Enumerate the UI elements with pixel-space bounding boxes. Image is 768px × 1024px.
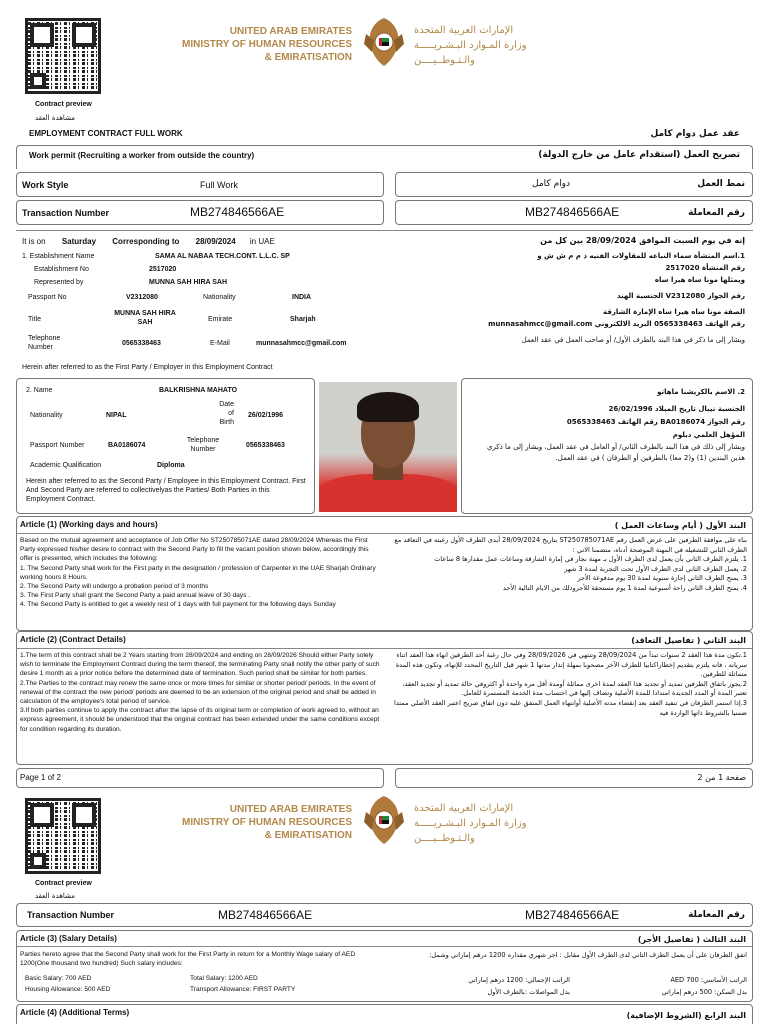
ministry-line-ar: وزارة المـوارد البـشـريـــــة (414, 818, 527, 829)
ministry-line-ar: والـتـوطــيــــن (414, 55, 475, 66)
article1-body (20, 536, 382, 610)
article3-title-ar: البند الثالث ( تفاصيل الأجر) (637, 935, 746, 944)
establishment-no-label: Establishment No (34, 266, 89, 273)
basic-salary: Basic Salary: 700 AED (25, 975, 92, 982)
transaction-label-ar: رقم المعاملة (688, 208, 745, 218)
ministry-name-ar (414, 801, 580, 846)
ministry-line-ar: الإمارات العربية المتحدة (414, 25, 514, 36)
party2-qualification-label: Academic Qualification (30, 462, 102, 469)
transport-allowance: Transport Allowance: FIRST PARTY (190, 986, 296, 993)
ministry-line: UNITED ARAB EMIRATES (229, 26, 352, 37)
qr-caption: Contract preview (35, 101, 92, 108)
party2-ar-line: المؤهل العلمي دبلوم (672, 431, 745, 439)
article2-body (20, 651, 382, 734)
divider (16, 533, 753, 534)
party2-passport: BA0186074 (108, 442, 146, 449)
party2-ar-line: الجنسية نيبال تاريخ الميلاد 26/02/1996 (608, 405, 745, 413)
party1-footer: Herein after referred to as the First Party / Employer in this Employment Contract (22, 364, 273, 371)
uae-emblem-logo (362, 792, 406, 848)
qr-finder (30, 853, 46, 869)
total-salary-ar: الراتب الإجمالي: 1200 درهم إماراتي (468, 976, 570, 984)
qr-caption-ar: مشاهدة العقد (34, 892, 76, 900)
establishment-name-label: 1. Establishment Name (22, 253, 95, 260)
telephone: 0565338463 (122, 340, 161, 347)
ministry-name-en (180, 25, 352, 64)
document-title: EMPLOYMENT CONTRACT FULL WORK (29, 129, 183, 138)
party1-details (22, 252, 382, 372)
total-salary: Total Salary: 1200 AED (190, 975, 258, 982)
divider (16, 230, 753, 231)
article2-paragraph: 1.The term of this contract shall be 2 Years starting from 28/09/2024 and ending on 28/09/2026 Should either Party solely wish to terminate the Employment Contract during the term thereof, the terminating Party shall notify the other party of such desire 1 month as a prior notice before the determined date of termination. Such period shall be similar for both parties. (20, 652, 380, 678)
intro-day: Saturday (61, 237, 97, 246)
party2-dob-label: Date of Birth (219, 401, 234, 426)
basic-salary-ar: الراتب الأساسي: 700 AED (670, 976, 747, 984)
party2-dob: 26/02/1996 (248, 412, 284, 419)
ministry-line: MINISTRY OF HUMAN RESOURCES (181, 817, 352, 828)
article1-title-ar: البند الأول ( أيام وساعات العمل ) (614, 521, 746, 530)
ministry-line: & EMIRATISATION (264, 830, 352, 841)
transaction-number: MB274846566AE (190, 205, 285, 219)
article1-body-ar (390, 536, 747, 594)
article4-title: Article (4) (Additional Terms) (20, 1008, 130, 1017)
party2-qualification: Diploma (157, 462, 185, 469)
ministry-line-ar: وزارة المـوارد البـشـريـــــة (414, 40, 527, 51)
article2-paragraph: 3.If both parties continue to apply the contract after the lapse of its original term or completion of work agreed to, without an express agreement, it should be understood that the original contract has been extended under the same conditions except for condition regarding its duration. (20, 707, 380, 733)
article2-paragraph: 2.The Parties to the contract may renew the same once or more times for similar or shorter period/ periods. In the event of renewal of the contract the new period/ periods are deemed to be an extension of the original period and shall be added in calculation of the employee's total period of service. (20, 679, 376, 706)
title: MUNNA SAH HIRA SAH (114, 310, 176, 326)
article3-body: Parties hereto agree that the Second Party shall work for the First Party in return for a Monthly Wage salary of AED 1200(One thousand two hundred) Such salary includes: (20, 951, 356, 968)
intro-line-ar: إنه في يوم السبت الموافق 28/09/2024 بين كل من (540, 236, 745, 245)
transport-allowance-ar: بدل المواصلات :بالطرف الأول (487, 988, 570, 996)
article3-body-ar: اتفق الطرفان على أن يعمل الطرف الثاني لدى الطرف الأول مقابل : اجر شهري مقداره 1200 درهم إماراتي وشمل: (429, 951, 747, 959)
article1-paragraph: 4. The Second Party is entitled to get a weekly rest of 1 days with full payment for the following days Sunday (20, 601, 336, 609)
intro-line (22, 237, 382, 247)
party1-ar-line: رقم الهاتف 0565338463 البريد الالكتروني munnasahmcc@gmail.com (488, 320, 745, 328)
housing-allowance: Housing Allowance: 500 AED (25, 986, 111, 993)
work-style-label-ar: نمط العمل (697, 179, 745, 189)
transaction-number-ar-side: MB274846566AE (525, 908, 620, 922)
party1-ar-line: رقم المنشأة 2517020 (665, 264, 745, 272)
establishment-no: 2517020 (149, 266, 177, 273)
party1-ar-line: ويمثلها مونا ساه هيرا ساه (654, 276, 745, 284)
party1-ar-line: رقم الجواز V2312080 الجنسية الهند (617, 292, 745, 300)
nationality: INDIA (292, 294, 312, 301)
divider (16, 946, 753, 947)
transaction-label-ar: رقم المعاملة (688, 910, 745, 920)
article4-title-ar: البند الرابع (الشروط الإضافية) (626, 1011, 746, 1020)
party2-telephone-label: Telephone Number (186, 437, 220, 453)
article2-title: Article (2) (Contract Details) (20, 635, 126, 644)
permit-title-ar: تصريح العمل (استقدام عامل من خارج الدولة) (538, 150, 740, 160)
party2-details-ar (475, 386, 745, 464)
work-style-value: Full Work (200, 180, 238, 190)
document-title-ar: عقد عمل دوام كامل (650, 129, 740, 139)
page-footer-left (16, 768, 384, 788)
article1-paragraph: Based on the mutual agreement and acceptance of Job Offer No ST250785071AE dated 28/09/2024 Whereas the First Party expressed his/her desire to contract with the Second Party to fill the vacant position shown below, accordingly this offer is presented, which includes the following: (20, 537, 369, 563)
qr-finder (30, 73, 46, 89)
intro-corresponding: Corresponding to (112, 237, 180, 246)
permit-title: Work permit (Recruiting a worker from outside the country) (29, 151, 255, 160)
article1-paragraph: 1. The Second Party shall work for the First party in the designation / profession of Carpenter in the UAE Sharjah Ordinary working hours 8 Hours. (20, 564, 376, 581)
transaction-label: Transaction Number (22, 208, 110, 218)
housing-allowance-ar: بدل السكن: 500 درهم إماراتي (661, 988, 747, 996)
article2-body-ar (390, 651, 747, 718)
ministry-line: MINISTRY OF HUMAN RESOURCES (181, 39, 352, 50)
article1-title: Article (1) (Working days and hours) (20, 520, 158, 529)
intro-date: 28/09/2024 (195, 237, 236, 246)
article1-paragraph-ar: 3. يمنح الطرف الثاني إجازة سنوية لمدة 30 يوم مدفوعة الأجر (577, 574, 747, 583)
party2-ar-line: رقم الجواز BA0186074 رقم الهاتف 0565338463 (566, 418, 745, 426)
ministry-line: & EMIRATISATION (264, 52, 352, 63)
party2-passport-label: Passport Number (30, 442, 85, 449)
represented-by: MUNNA SAH HIRA SAH (149, 279, 228, 286)
nationality-label: Nationality (203, 294, 236, 301)
qr-code[interactable] (25, 798, 101, 874)
intro-uae: in UAE (249, 237, 275, 246)
article2-paragraph-ar: 3.إذا استمر الطرفان في تنفيذ العقد بعد إنقضاء مدته الأصلية أوانتهاء العمل المتفق عليه دون اتفاق صريح اعتبر العقد الأصلي ممتدا ضمنيا بالشروط ذاتها الواردة فيه (393, 698, 747, 717)
article1-paragraph-ar: 2. يعمل الطرف الثاني لدى الطرف الأول تحت التجربة لمدة 3 شهر (564, 564, 747, 573)
page-number-ar: صفحة 1 من 2 (697, 773, 746, 782)
article2-paragraph-ar: 1.تكون مدة هذا العقد 2 سنوات تبدأ من 28/09/2024 وتنتهي في 28/09/2026 وفي حال رغبة أحد الطرفين انهاء هذا العقد اثناء سريانه ، فانه يلتزم بتقديم إخطاراكتابيا للطرف الآخر مصحوبا بمهلة إنذار مدتها 1 شهر قبل التاريخ المحدد للإنهاء، وتكون هذه المدة متماثلة للطرفين. (395, 651, 747, 679)
ministry-line-ar: والـتـوطــيــــن (414, 833, 475, 844)
work-style-label: Work Style (22, 180, 69, 190)
party2-name: BALKRISHNA MAHATO (159, 387, 238, 394)
article2-title-ar: البند الثاني ( تفاصيل التعاقد) (631, 636, 746, 645)
party2-name-label: 2. Name (26, 387, 53, 394)
party1-ar-line: ويشار إلى ما ذكر في هذا البند بالطرف الأول/ أو صاحب العمل في عقد العمل (521, 336, 745, 344)
article1-paragraph-ar: بناء على موافقة الطرفين على عرض العمل رقم ST250785071AE بتاريخ 28/09/2024 أبدى الطرف الأول رغبته في التعاقد مع الطرف الثاني للتشغيله في المهنة الموضحة أدناه، متضمنا الاتي : (394, 536, 747, 554)
employee-photo (319, 382, 457, 512)
work-style-value-ar: دوام كامل (532, 179, 570, 189)
establishment-name: SAMA AL NABAA TECH.CONT. L.L.C. SP (155, 253, 290, 260)
passport-no: V2312080 (126, 294, 158, 301)
email-label: E-Mail (210, 340, 230, 347)
transaction-label: Transaction Number (27, 910, 115, 920)
photo-hair (357, 392, 419, 422)
party1-ar-line: 1.اسم المنشأة سماء النباعه للمقاولات الفنيه ذ م م ش ش و (537, 252, 745, 260)
ministry-name-ar (414, 23, 580, 68)
qr-code[interactable] (25, 18, 101, 94)
article3-title: Article (3) (Salary Details) (20, 934, 117, 943)
article2-paragraph-ar: 2.يجوز باتفاق الطرفين تمديد أو تجديد هذا العقد لمدة اخرى مماثلة أومدة أقل مره واحدة أو اكثروفي حالة تمديد أو تجديد العقد، تعتبر المدة أو المدد الجديدة امتدادا للمدة الأصلية وتضاف إليها في احتساب مدة الخدمة المستمرة للعامل. (402, 679, 747, 698)
article1-paragraph: 2. The Second Party will undergo a probation period of 3 months (20, 583, 209, 591)
party1-details-ar (400, 250, 745, 346)
article1-paragraph-ar: 4. يمنح الطرف الثاني راحة أسبوعية لمدة 1 يوم مستحقة للأجروذلك من الايام التالية الأحد (503, 583, 747, 592)
divider (16, 648, 753, 649)
party1-ar-line: الصفة مونا ساه هيرا ساه الإمارة الشارقة (603, 308, 745, 316)
intro-it-is-on: It is on (22, 237, 46, 246)
party2-ar-line: 2. الاسم بالكريشنا ماهاتو (657, 388, 745, 396)
transaction-number: MB274846566AE (218, 908, 313, 922)
article1-paragraph-ar: 1. يلتزم الطرف الثاني بأن يعمل لدى الطرف الأول بـ مهنة نجار في إمارة الشارقة وساعات عمل مقدارها 8 ساعات (434, 555, 747, 564)
uae-emblem-logo (362, 14, 406, 70)
emirate-label: Emirate (208, 316, 233, 323)
ministry-line: UNITED ARAB EMIRATES (229, 804, 352, 815)
party2-telephone: 0565338463 (246, 442, 285, 449)
party2-footer: Herein after referred to as the Second Party / Employee in this Employment Contract. First And Second Party are referred to collectivelyas the Parties/ Both Parties in this Employment Contract. (26, 478, 306, 503)
article1-paragraph: 3. The First Party shall grant the Second Party a paid annual leave of 30 days . (20, 592, 251, 600)
email[interactable]: munnasahmcc@gmail.com (256, 340, 347, 347)
passport-label: Passport No (28, 294, 67, 301)
qr-caption-ar: مشاهدة العقد (34, 114, 76, 122)
party2-nationality: NIPAL (106, 412, 127, 419)
telephone-label: Telephone Number (28, 335, 61, 351)
title-label: Title (28, 316, 41, 323)
page-number: Page 1 of 2 (20, 773, 61, 782)
party2-nationality-label: Nationality (30, 412, 63, 419)
represented-label: Represented by (34, 279, 84, 286)
party2-ar-line: ويشار إلى ذلك في هذا البند بالطرف الثاني/ أو العامل في عقد العمل، ويشار إلى ما ذكري هذين البندين (1) و(2 معا) بالطرفين أو الطرفان ) في عقد العمل. (486, 443, 745, 462)
transaction-number-ar-side: MB274846566AE (525, 205, 620, 219)
ministry-name-en (180, 803, 352, 842)
ministry-line-ar: الإمارات العربية المتحدة (414, 803, 514, 814)
party2-details (22, 384, 314, 512)
emirate: Sharjah (290, 316, 316, 323)
qr-caption: Contract preview (35, 880, 92, 887)
